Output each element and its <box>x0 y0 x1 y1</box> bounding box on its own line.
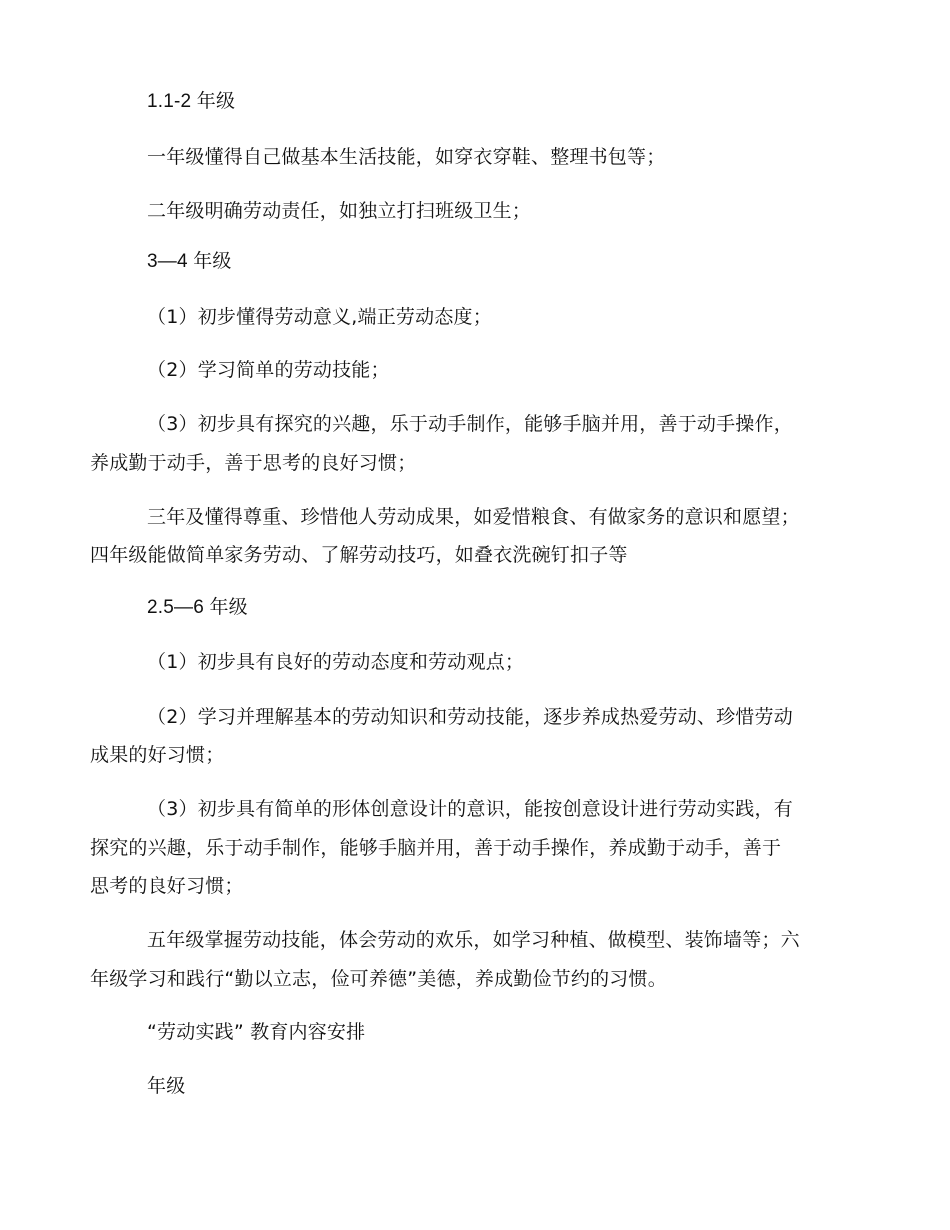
heading-grade-3-4: 3—4 年级 <box>147 251 232 272</box>
list-item-continuation: 养成勤于动手，善于思考的良好习惯； <box>90 452 417 474</box>
paragraph-line: 年级学习和践行“勤以立志，俭可养德”美德，养成勤俭节约的习惯。 <box>90 968 667 990</box>
heading-grade-1-2: 1.1-2 年级 <box>147 91 236 112</box>
table-header-grade: 年级 <box>147 1075 186 1097</box>
list-item: （1）初步具有良好的劳动态度和劳动观点； <box>147 651 525 673</box>
list-item-continuation: 探究的兴趣，乐于动手制作，能够手脑并用，善于动手操作，养成勤于动手，善于 <box>90 837 782 859</box>
list-item: （2）学习并理解基本的劳动知识和劳动技能，逐步养成热爱劳动、珍惜劳动 <box>147 706 793 728</box>
paragraph-line: 五年级掌握劳动技能，体会劳动的欢乐，如学习种植、做模型、装饰墙等；六 <box>147 929 800 951</box>
list-item-continuation: 思考的良好习惯； <box>90 875 244 897</box>
paragraph-line: 二年级明确劳动责任，如独立打扫班级卫生； <box>147 200 532 222</box>
section-title: “劳动实践” 教育内容安排 <box>147 1021 366 1043</box>
heading-grade-5-6: 2.5—6 年级 <box>147 597 248 618</box>
list-item: （3）初步具有简单的形体创意设计的意识，能按创意设计进行劳动实践，有 <box>147 798 793 820</box>
list-item-continuation: 成果的好习惯； <box>90 744 225 766</box>
paragraph-line: 四年级能做简单家务劳动、了解劳动技巧，如叠衣洗碗钉扣子等 <box>90 544 628 566</box>
list-item: （3）初步具有探究的兴趣，乐于动手制作，能够手脑并用，善于动手操作， <box>147 413 793 435</box>
list-item: （2）学习简单的劳动技能； <box>147 359 390 381</box>
paragraph-line: 三年及懂得尊重、珍惜他人劳动成果，如爱惜粮食、有做家务的意识和愿望； <box>147 506 800 528</box>
list-item: （1）初步懂得劳动意义,端正劳动态度； <box>147 306 492 328</box>
paragraph-line: 一年级懂得自己做基本生活技能，如穿衣穿鞋、整理书包等； <box>147 146 666 168</box>
